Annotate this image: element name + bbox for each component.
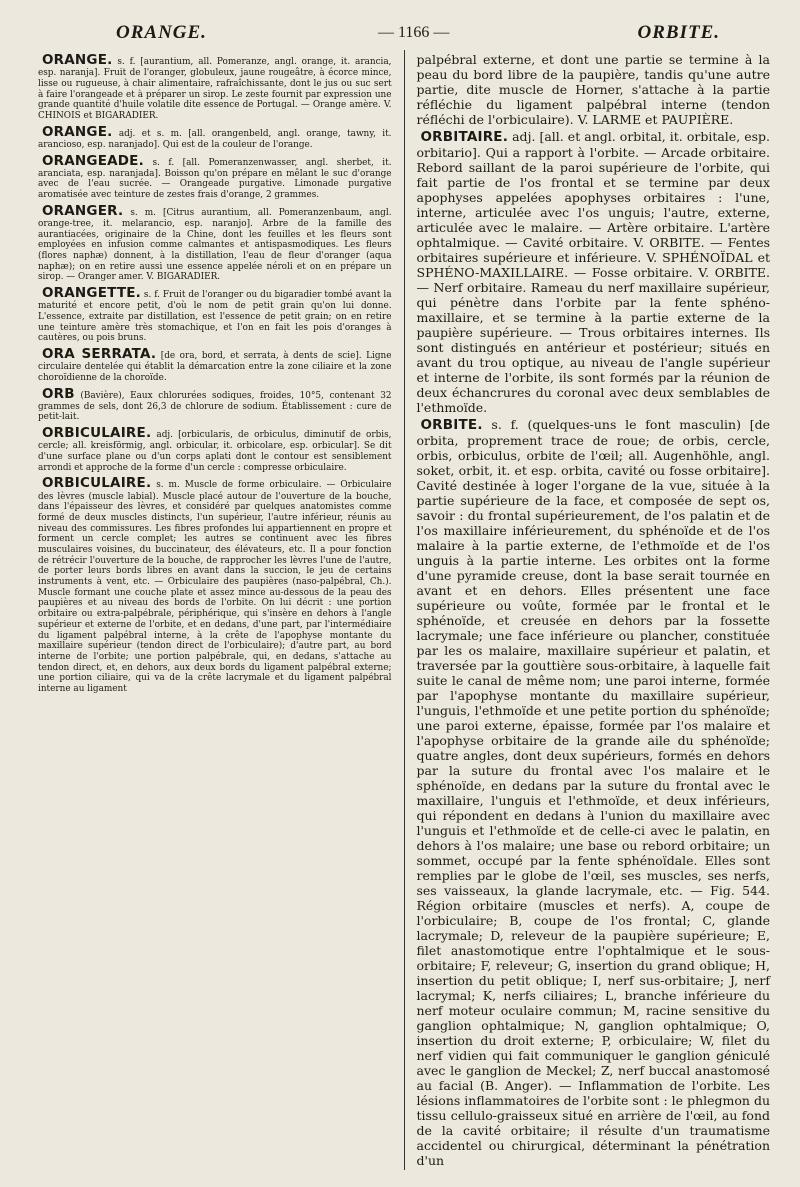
left-column: [38, 52, 392, 1170]
entry-definition: [de ora, bord, et serrata, à dents de scie]. Ligne circulaire dentelée qui établit la démarcation entre la zone ciliaire et la zone choroïdienne de la choroïde.: [38, 351, 392, 383]
entry-headword: ORANGE.: [42, 52, 113, 68]
dictionary-entry: [417, 417, 771, 1168]
entry-headword: ORBICULAIRE.: [42, 425, 152, 442]
page-number: — 1166 —: [378, 24, 450, 41]
entry-definition: palpébral externe, et dont une partie se termine à la peau du bord libre de la paupière, tandis qu'une autre partie, dite muscle de Horner, s'attache à la partie réfléchie du ligament palpébral interne (tendon réfléchi de l'orbiculaire). V. LARME et PAUPIÈRE.: [416, 52, 771, 127]
entry-definition: s. f. (quelques-uns le font masculin) [de orbita, proprement trace de roue; de orbis, cercle, orbis, orbiculus, orbite de l'œil; all. Augenhöhle, angl. soket, orbit, it. et esp. orbita, cavité ou fosse orbitaire]. Cavité destinée à loger l'organe de la vue, située à la partie supérieure de la face, et composée de sept os, savoir : du frontal supérieurement, de l'os palatin et de l'os maxillaire inférieurement, du sphénoïde et de l'os malaire à la partie externe, de l'ethmoïde et de l'os unguis à la partie interne. Les orbites ont la forme d'une pyramide creuse, dont la base serait tournée en avant et en dehors. Elles présentent une face supérieure ou voûte, formée par le frontal et le sphénoïde, et creusée en dehors par la fossette lacrymale; une face inférieure ou plancher, constituée par les os malaire, maxillaire supérieur et palatin, et traversée par la gouttière sous-orbitaire, à laquelle fait suite le canal de même nom; une paroi interne, formée par l'apophyse montante du maxillaire supérieur, l'unguis, l'ethmoïde et une petite portion du sphénoïde; une paroi externe, épaisse, formée par l'os malaire et l'apophyse orbitaire de la grande aile du sphénoïde; quatre angles, dont deux supérieurs, formés en dehors par la suture du frontal avec l'os malaire et le sphénoïde, en dedans par la suture du frontal avec le maxillaire, l'unguis et l'ethmoïde, et deux inférieurs, qui répondent en dedans à l'union du maxillaire avec l'unguis et l'ethmoïde et de celle-ci avec le palatin, en dehors à l'os malaire; une base ou rebord orbitaire; un sommet, occupé par la fente sphénoïdale. Elles sont remplies par le globe de l'œil, ses muscles, ses nerfs, ses vaisseaux, la glande lacrymale, etc. — Fig. 544. Région orbitaire (muscles et nerfs). A, coupe de l'orbiculaire; B, coupe de l'os frontal; C, glande lacrymale; D, releveur de la paupière supérieure; E, filet anastomotique entre l'ophtalmique et le sous-orbitaire; F, releveur; G, insertion du grand oblique; H, insertion du petit oblique; I, nerf sus-orbitaire; J, nerf lacrymal; K, nerfs ciliaires; L, branche inférieure du nerf moteur oculaire commun; M, racine sensitive du ganglion ophtalmique; N, ganglion ophtalmique; O, insertion du droit externe; P, orbiculaire; W, filet du nerf vidien qui fait communiquer le ganglion géniculé avec le ganglion de Meckel; Z, nerf buccal anastomosé au facial (B. Anger). — Inflammation de l'orbite. Les lésions inflammatoires de l'orbite sont : le phlegmon du tissu cellulo-graisseux situé en arrière de l'œil, au fond de la cavité orbitaire; il résulte d'un traumatisme accidentel ou chirurgical, déterminant la pénétration d'un: [416, 417, 771, 1169]
right-column: [417, 52, 771, 1170]
entry-definition: adj. [orbicularis, de orbiculus, diminutif de orbis, cercle; all. kreisförmig, angl. orbicular, it. orbicolare, esp. orbicular]. Se dit d'une surface plane ou d'un corps aplati dont le contour est sensiblement arrondi et approche de la forme d'un cercle : compresse orbiculaire.: [38, 430, 392, 473]
entry-definition: s. f. [aurantium, all. Pomeranze, angl. orange, it. arancia, esp. naranja]. Fruit de l'oranger, globuleux, jaune rougeâtre, à écorce mince, lisse ou rugueuse, à chair alimentaire, rafraîchissante, dont le jus ou suc sert à faire l'orangeade et à préparer un sirop. Le zeste fournit par expression une grande quantité d'huile volatile dite essence de Portugal. — Orange amère. V. CHINOIS et BIGARADIER.: [38, 57, 392, 121]
entry-headword: ORANGEADE.: [42, 152, 144, 169]
running-head-left: ORANGE.: [116, 22, 207, 43]
entry-headword: ORA SERRATA.: [42, 346, 157, 362]
entry-definition: s. f. [all. Pomeranzenwasser, angl. sherbet, it. aranciata, esp. naranjada]. Boisson qu'on prépare en mêlant le suc d'orange avec de l'eau sucrée. — Orangeade purgative. Limonade purgative aromatisée avec teinture de zestes frais d'orange, 2 grammes.: [38, 157, 392, 201]
entry-definition: s. m. [Citrus aurantium, all. Pomeranzenbaum, angl. orange-tree, it. melarancio, esp. naranjo]. Arbre de la famille des aurantiacées, originaire de la Chine, dont les feuilles et les fleurs sont employées en infusion comme calmantes et antispasmodiques. Les fleurs (flores naphæ) donnent, à la distillation, l'eau de fleur d'oranger (aqua naphæ); on en retire aussi une essence appelée néroli et on en prépare un sirop. — Oranger amer. V. BIGARADIER.: [38, 207, 392, 283]
dictionary-entry: [38, 346, 392, 384]
entry-headword: ORBITE.: [420, 417, 483, 434]
entry-headword: ORBITAIRE.: [420, 129, 509, 145]
dictionary-entry: [38, 285, 392, 344]
entry-headword: ORB: [42, 385, 75, 402]
entry-definition: s. f. Fruit de l'oranger ou du bigaradier tombé avant la maturité et encore petit, d'où le nom de petit grain qu'on lui donne. L'essence, extraite par distillation, est l'essence de petit grain; on en retire une teinture amère très stomachique, et l'on en fait les pois d'oranges à cautères, ou pois bruns.: [38, 290, 392, 344]
entry-headword: ORBICULAIRE.: [42, 475, 152, 492]
dictionary-entry: [38, 124, 392, 151]
dictionary-entry: [417, 52, 771, 127]
page-header: [38, 22, 770, 52]
dictionary-entry: [38, 52, 392, 122]
dictionary-entry: [38, 475, 392, 694]
entry-definition: adj. [all. et angl. orbital, it. orbitale, esp. orbitario]. Qui a rapport à l'orbite. — Arcade orbitaire. Rebord saillant de la paroi supérieure de l'orbite, qui fait partie de l'os frontal et se termine par deux apophyses appelées apophyses orbitaires : l'une, interne, articulée avec l'os unguis; l'autre, externe, articulée avec le malaire. — Artère orbitaire. L'artère ophtalmique. — Cavité orbitaire. V. ORBITE. — Fentes orbitaires supérieure et inférieure. V. SPHÉNOÏDAL et SPHÉNO-MAXILLAIRE. — Fosse orbitaire. V. ORBITE. — Nerf orbitaire. Rameau du nerf maxillaire supérieur, qui pénètre dans l'orbite par la fente sphéno-maxillaire, et se termine à la partie externe de la paupière supérieure. — Trous orbitaires internes. Ils sont distingués en antérieur et postérieur; situés en avant du trou optique, au niveau de l'angle supérieur et interne de l'orbite, ils sont formés par la réunion de deux échancrures du coronal avec deux semblables de l'ethmoïde.: [416, 129, 771, 416]
entry-headword: ORANGETTE.: [42, 285, 141, 302]
dictionary-entry: [38, 153, 392, 201]
entry-definition: (Bavière), Eaux chlorurées sodiques, froides, 10°5, contenant 32 grammes de sels, dont 26,3 de chlorure de sodium. Établissement : cure de petit-lait.: [38, 390, 392, 423]
dictionary-entry: [417, 129, 771, 415]
entry-definition: s. m. Muscle de forme orbiculaire. — Orbiculaire des lèvres (muscle labial). Muscle placé autour de l'ouverture de la bouche, dans l'épaisseur des lèvres, et considéré par quelques anatomistes comme formé de deux muscles distincts, l'un supérieur, l'autre inférieur, réunis au niveau des commissures. Les fibres profondes lui appartiennent en propre et forment un cercle complet; les autres se continuent avec les fibres musculaires voisines, du buccinateur, des élévateurs, etc. Il a pour fonction de rétrécir l'ouverture de la bouche, de rapprocher les lèvres l'une de l'autre, de porter leurs bords libres en avant dans la succion, le jeu de certains instruments à vent, etc. — Orbiculaire des paupières (naso-palpébral, Ch.). Muscle formant une couche plate et assez mince au-dessous de la peau des paupières et au niveau des bords de l'orbite. On lui décrit : une portion orbitaire ou extra-palpébrale, périphérique, qui s'insère en dehors à l'angle supérieur et externe de l'orbite, et en dedans, d'une part, par l'intermédiaire du ligament palpébral interne, à la crête de l'apophyse montante du maxillaire supérieur (tendon direct de l'orbiculaire); d'autre part, au bord interne de l'orbite; une portion palpébrale, qui, en dedans, s'attache au tendon direct, et, en dehors, aux deux bords du ligament palpébral externe; une portion ciliaire, qui va de la crête lacrymale et du ligament palpébral interne au ligament: [38, 480, 392, 694]
two-column-body: [38, 52, 770, 1170]
running-head-right: ORBITE.: [637, 22, 720, 43]
dictionary-entry: [38, 425, 392, 473]
dictionary-entry: [38, 386, 392, 424]
column-divider: [404, 50, 405, 1170]
entry-headword: ORANGER.: [42, 202, 124, 219]
dictionary-entry: [38, 203, 392, 283]
entry-headword: ORANGE.: [42, 123, 113, 140]
entry-definition: adj. et s. m. [all. orangenbeld, angl. orange, tawny, it. arancioso, esp. naranjado]. Qui est de la couleur de l'orange.: [38, 128, 392, 150]
